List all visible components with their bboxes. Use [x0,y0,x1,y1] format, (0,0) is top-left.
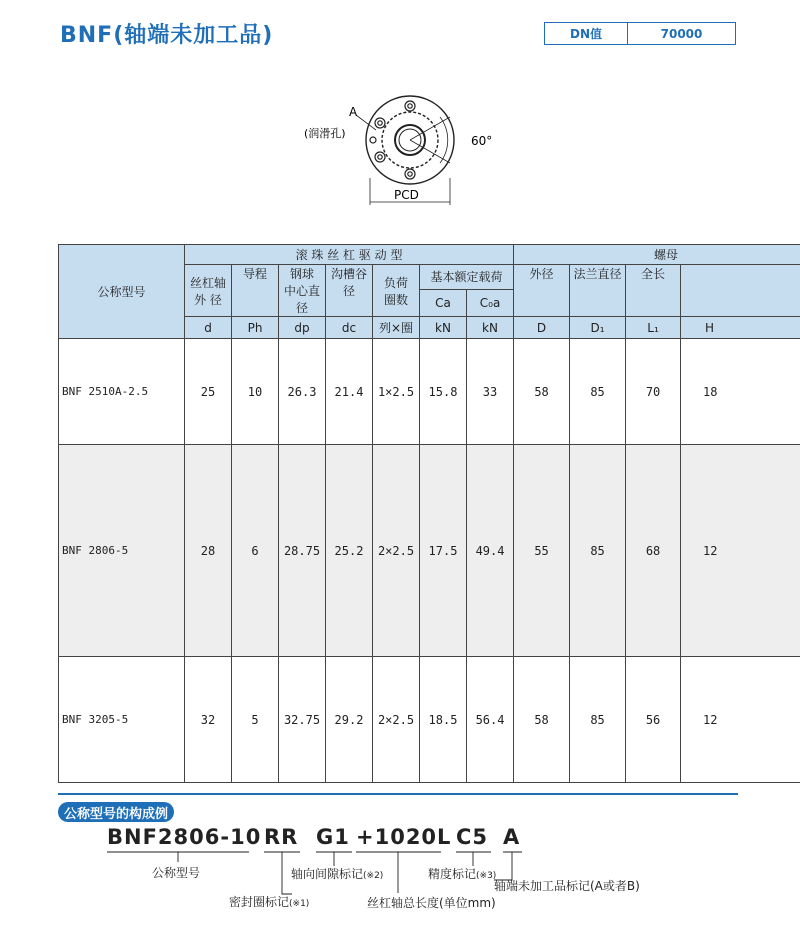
header-length: 全长 [626,265,681,317]
unit-kn-c0a: kN [467,317,514,339]
cell-turns: 2×2.5 [373,445,420,657]
cell-dp: 32.75 [279,657,326,783]
cell-turns: 2×2.5 [373,657,420,783]
cell-model: BNF 2806-5 [59,445,185,657]
header-group-nut: 螺母 [514,245,800,265]
cell-c0a: 33 [467,339,514,445]
cell-dp: 26.3 [279,339,326,445]
label-clearance: 轴向间隙标记(※2) [291,867,384,881]
cell-turns: 1×2.5 [373,339,420,445]
header-shaft-od: 丝杠轴 外 径 [185,265,232,317]
cell-d: 28 [185,445,232,657]
cell-ca: 17.5 [420,445,467,657]
label-accuracy: 精度标记(※3) [428,867,497,881]
cell-L1: 68 [626,445,681,657]
label-pcd: PCD [394,188,419,202]
cell-ph: 5 [232,657,279,783]
cell-dc: 25.2 [326,445,373,657]
code-accuracy: C5 [456,825,489,849]
code-length: +1020L [356,825,452,849]
code-seal: RR [264,825,299,849]
header-root-dia: 沟槽谷径 [326,265,373,317]
page-title: BNF(轴端未加工品) [60,23,274,48]
label-model: 公称型号 [152,866,201,880]
unit-turns: 列×圈 [373,317,420,339]
label-length: 丝杠轴总长度(单位mm) [367,896,496,910]
header-lead: 导程 [232,265,279,317]
cell-D: 55 [514,445,570,657]
cell-d: 32 [185,657,232,783]
cell-model: BNF 2510A-2.5 [59,339,185,445]
cell-c0a: 49.4 [467,445,514,657]
example-badge: 公称型号的构成例 [58,802,174,822]
header-flange-dia: 法兰直径 [570,265,626,317]
cell-H: 12 [681,657,800,783]
cell-D1: 85 [570,445,626,657]
cell-dc: 21.4 [326,339,373,445]
unit-H: H [681,317,800,339]
cell-dp: 28.75 [279,445,326,657]
header-ball-pcd: 钢球 中心直径 [279,265,326,317]
header-model: 公称型号 [59,245,185,339]
cell-D1: 85 [570,657,626,783]
unit-D1: D₁ [570,317,626,339]
unit-D: D [514,317,570,339]
label-angle: 60° [471,134,493,148]
unit-d: d [185,317,232,339]
cell-d: 25 [185,339,232,445]
unit-ca: Ca [420,289,467,316]
header-group-drive: 滚 珠 丝 杠 驱 动 型 [185,245,514,265]
cell-L1: 56 [626,657,681,783]
label-lubrication-hole: (润滑孔) [304,127,346,140]
header-load-turns: 负荷 圈数 [373,265,420,317]
cell-c0a: 56.4 [467,657,514,783]
cell-H: 12 [681,445,800,657]
unit-L1: L₁ [626,317,681,339]
cell-ph: 10 [232,339,279,445]
label-seal: 密封圈标记(※1) [229,895,310,909]
unit-kn-ca: kN [420,317,467,339]
dn-value: 70000 [660,26,703,41]
unit-dp: dp [279,317,326,339]
cell-H: 18 [681,339,800,445]
unit-c0a: C₀a [467,289,514,316]
cell-ca: 18.5 [420,657,467,783]
cell-ph: 6 [232,445,279,657]
code-end: A [503,825,521,849]
dn-label: DN值 [545,23,628,44]
unit-ph: Ph [232,317,279,339]
header-outer-dia: 外径 [514,265,570,317]
cell-D1: 85 [570,339,626,445]
cell-model: BNF 3205-5 [59,657,185,783]
cell-ca: 15.8 [420,339,467,445]
cell-D: 58 [514,657,570,783]
cell-D: 58 [514,339,570,445]
code-clearance: G1 [316,825,350,849]
unit-dc: dc [326,317,373,339]
label-a: A [349,105,358,119]
cell-dc: 29.2 [326,657,373,783]
label-end-type: 轴端未加工品标记(A或者B) [494,879,640,893]
cell-L1: 70 [626,339,681,445]
code-model: BNF2806-10 [107,825,262,849]
header-rating: 基本额定载荷 [420,265,514,290]
